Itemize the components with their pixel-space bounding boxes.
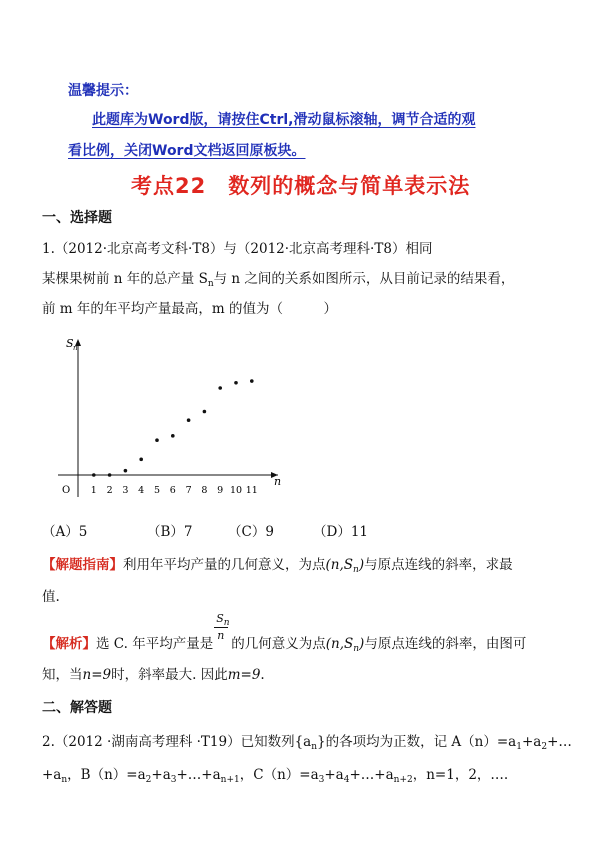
data-point	[139, 458, 143, 462]
section-heading-choice: 一、选择题	[42, 210, 112, 226]
hint-line-2: 值.	[42, 589, 60, 605]
q1-line-1: 1.（2012·北京高考文科·T8）与（2012·北京高考理科·T8）相同	[42, 241, 433, 257]
data-point	[234, 381, 238, 385]
option-d: （D）11	[313, 524, 369, 540]
x-tick-label: 1	[90, 485, 97, 496]
option-c: （C）9	[228, 524, 274, 540]
y-axis-label: S	[66, 337, 74, 350]
data-point	[187, 418, 191, 422]
x-tick-label: 9	[217, 485, 224, 496]
y-axis-label-sub: n	[73, 344, 78, 352]
option-b: （B）7	[147, 524, 193, 540]
x-tick-label: 8	[201, 485, 208, 496]
data-point	[108, 473, 112, 477]
q1-line-3: 前 m 年的年平均产量最高，m 的值为（ ）	[42, 301, 337, 317]
x-tick-label: 10	[229, 485, 243, 496]
section-heading-answer: 二、解答题	[42, 700, 112, 716]
x-tick-label: 4	[138, 485, 145, 496]
x-tick-label: 2	[106, 485, 113, 496]
data-point	[203, 410, 207, 414]
analysis-point: $(n,S_n)$	[325, 636, 365, 654]
analysis-line-2: 知，当n=9时，斜率最大. 因此m=9.	[42, 667, 265, 683]
sn-scatter-chart	[50, 325, 300, 505]
option-a: （A）5	[42, 524, 88, 540]
x-tick-label: 3	[122, 485, 129, 496]
tip-line-1: 此题库为Word版，请按住Ctrl,滑动鼠标滚轴，调节合适的观	[92, 112, 476, 128]
x-tick-label: 6	[169, 485, 176, 496]
data-point	[250, 379, 254, 383]
x-tick-label: 7	[185, 485, 192, 496]
q2-line-1: 2.（2012 ·湖南高考理科 ·T19）已知数列$\{a_n\}$的各项均为正数，记 $A(n)=a_1+a_2+\dots$	[42, 734, 572, 752]
analysis-tag: 【解析】	[42, 636, 96, 652]
analysis-fraction: $\frac{S_n}{n}$	[216, 612, 230, 642]
hint-point: $(n,S_n)$	[325, 557, 365, 575]
tip-line-2: 看比例，关闭Word文档返回原板块。	[68, 143, 306, 159]
x-tick-label: 11	[245, 485, 258, 496]
origin-label: O	[62, 485, 71, 496]
x-axis-label: n	[274, 475, 282, 488]
analysis-line-1: 【解析】选 C. 年平均产量是 $\frac{S_n}{n}$ 的几何意义为点$(n,S_n)$与原点连线的斜率，由图可	[42, 612, 527, 654]
data-point	[155, 438, 159, 442]
data-point	[218, 386, 222, 390]
hint-tag: 【解题指南】	[42, 557, 123, 573]
q1-line-2: 某棵果树前 n 年的总产量 $S_n$与 n 之间的关系如图所示，从目前记录的结果看，	[42, 271, 515, 289]
x-tick-label: 5	[153, 485, 161, 496]
data-point	[171, 434, 175, 438]
page-title: 考点22 数列的概念与简单表示法	[131, 174, 471, 198]
hint-line-1: 【解题指南】利用年平均产量的几何意义，为点$(n,S_n)$与原点连线的斜率，求最	[42, 557, 513, 575]
q2-line-2: $+a_n$，$B(n)=a_2+a_3+\dots+a_{n+1}$，$C(n)=a_3+a_4+\dots+a_{n+2}$，n=1，2，….	[42, 767, 509, 785]
tip-heading: 温馨提示：	[68, 83, 138, 99]
data-point	[124, 469, 128, 473]
data-point	[92, 473, 96, 477]
